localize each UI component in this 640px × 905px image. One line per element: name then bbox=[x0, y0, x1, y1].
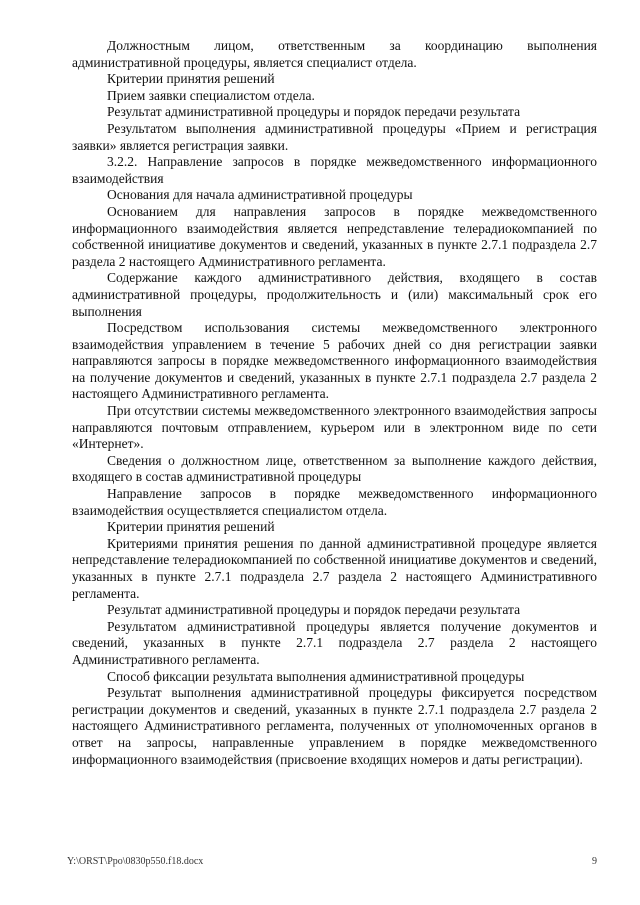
paragraph-grounds-for-requests: Основанием для направления запросов в порядке межведомственного информационного взаимодействия является непредставление телерадиокомпанией по собственной инициативе документов и сведений, указанных в пункте 2.7.1 подраздела 2.7 раздела 2 настоящего Административного регламента. bbox=[72, 203, 597, 269]
paragraph-decision-criteria: Критериями принятия решения по данной административной процедуре является непредставление телерадиокомпанией по собственной инициативе документов и сведений, указанных в пункте 2.7.1 подраздела 2.7 раздела 2 настоящего Административного регламента. bbox=[72, 535, 597, 601]
paragraph-registration-result: Результатом выполнения административной процедуры «Прием и регистрация заявки» является регистрация заявки. bbox=[72, 120, 597, 153]
paragraph-postal-requests: При отсутствии системы межведомственного электронного взаимодействия запросы направляются почтовым отправлением, курьером или в электронном виде по сети «Интернет». bbox=[72, 403, 597, 452]
paragraph-responsible-coordination: Должностным лицом, ответственным за координацию выполнения административной процедуры, является специалист отдела. bbox=[72, 38, 597, 70]
heading-decision-criteria-2: Критерии принятия решений bbox=[107, 519, 275, 535]
heading-responsible-official: Сведения о должностном лице, ответственном за выполнение каждого действия, входящего в состав административной процедуры bbox=[72, 452, 597, 485]
paragraph-result-recording: Результат выполнения административной процедуры фиксируется посредством регистрации документов и сведений, указанных в пункте 2.7.1 подраздела 2.7 раздела 2 настоящего Административного регламента, полученных от уполномоченных органов в ответ на запросы, направленные управлением в порядке межведомственного информационного взаимодействия (присвоение входящих номеров и даты регистрации). bbox=[72, 685, 597, 767]
heading-procedure-result-1: Результат административной процедуры и порядок передачи результата bbox=[107, 104, 521, 120]
heading-procedure-grounds: Основания для начала административной процедуры bbox=[107, 187, 413, 203]
heading-decision-criteria-1: Критерии принятия решений bbox=[107, 71, 275, 87]
document-body bbox=[72, 38, 597, 768]
heading-action-content: Содержание каждого административного действия, входящего в состав административной процедуры, продолжительность и (или) максимальный срок его выполнения bbox=[72, 270, 597, 319]
paragraph-electronic-requests: Посредством использования системы межведомственного электронного взаимодействия управлением в течение 5 рабочих дней со дня регистрации заявки направляются запросы в порядке межведомственного информационного взаимодействия на получение документов и сведений, указанных в пункте 2.7.1 подраздела 2.7 раздела 2 настоящего Административного регламента. bbox=[72, 320, 597, 402]
page-number: 9 bbox=[592, 856, 597, 867]
heading-result-recording: Способ фиксации результата выполнения административной процедуры bbox=[107, 668, 525, 684]
paragraph-procedure-result: Результатом административной процедуры является получение документов и сведений, указанных в пункте 2.7.1 подраздела 2.7 раздела 2 настоящего Административного регламента. bbox=[72, 618, 597, 667]
paragraph-application-acceptance: Прием заявки специалистом отдела. bbox=[107, 87, 315, 103]
footer-file-path: Y:\ORST\Ppo\0830p550.f18.docx bbox=[67, 856, 204, 867]
paragraph-requests-by-specialist: Направление запросов в порядке межведомственного информационного взаимодействия осуществляется специалистом отдела. bbox=[72, 486, 597, 518]
heading-procedure-result-2: Результат административной процедуры и порядок передачи результата bbox=[107, 602, 521, 618]
section-heading-3-2-2: 3.2.2. Направление запросов в порядке межведомственного информационного взаимодействия bbox=[72, 154, 597, 186]
